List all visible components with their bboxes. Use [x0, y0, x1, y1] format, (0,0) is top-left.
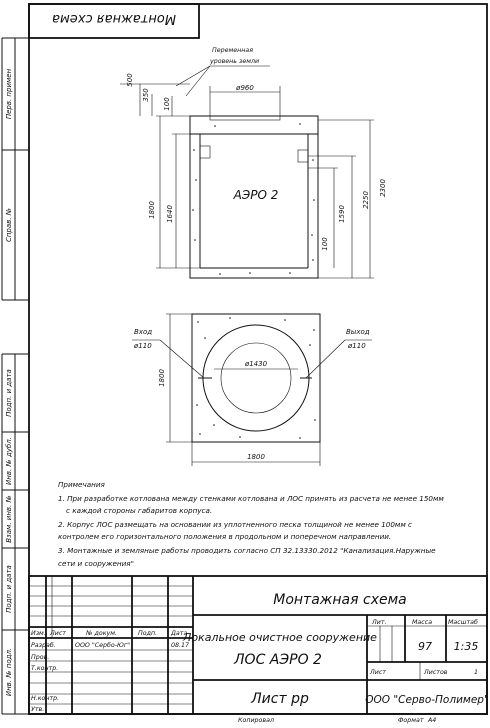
left-margin-strip — [2, 38, 29, 714]
outlet-label: Выход — [346, 328, 370, 336]
doc-title: Монтажная схема — [273, 592, 407, 608]
hdr-massa: Масса — [412, 619, 433, 626]
side-label-podp-data-2: Подп. и дата — [5, 565, 13, 613]
dim-350: 350 — [142, 88, 150, 102]
notes-title: Примечания — [58, 480, 105, 489]
note-line-2: с каждой стороны габаритов корпуса. — [66, 506, 213, 515]
dim-1800: 1800 — [148, 201, 156, 219]
dim-100-right: 100 — [321, 237, 329, 251]
dim-1640: 1640 — [166, 205, 174, 223]
notes — [58, 480, 444, 568]
list-label: Лист — [370, 669, 386, 676]
side-label-sprav-no: Справ. № — [5, 207, 13, 243]
side-label-inv-podl: Инв. № подл. — [5, 647, 13, 697]
note-line-3: 2. Корпус ЛОС размещать на основании из уплотненного песка толщиной не менее 100мм с — [58, 520, 413, 529]
inlet-label: Вход — [134, 328, 153, 336]
listov-label: Листов — [424, 669, 448, 676]
masshtab-value: 1:35 — [453, 640, 479, 653]
razrab-date: 08.17 — [171, 642, 190, 649]
footer-kopiroval: Копировал — [238, 717, 274, 724]
note-line-1: 1. При разработке котлована между стенками котлована и ЛОС принять из расчета не менее 150мм — [58, 494, 444, 503]
inlet-diameter: ø110 — [134, 342, 152, 350]
note-line-5: 3. Монтажные и земляные работы проводить согласно СП 32.13330.2012 "Канализация.Наружные — [58, 546, 436, 555]
plan-dim-left: 1800 — [158, 369, 166, 387]
side-label-inv-dubl: Инв. № дубл. — [5, 437, 13, 485]
diameter-top: ø960 — [236, 84, 254, 92]
company-name: ООО "Сервo-Полимер" — [365, 694, 489, 706]
col-podp: Подп. — [138, 630, 158, 637]
dim-100-top: 100 — [163, 97, 171, 111]
col-list: Лист — [50, 630, 66, 637]
title-block — [29, 576, 489, 714]
footer-format-label: Формат — [398, 717, 424, 724]
note-line-6: сети и сооружения" — [58, 559, 134, 568]
side-label-podp-data-1: Подп. и дата — [5, 369, 13, 417]
plan-concrete-dots — [196, 317, 316, 439]
outlet-diameter: ø110 — [348, 342, 366, 350]
dim-500: 500 — [126, 73, 134, 87]
col-izm: Изм. — [31, 630, 46, 637]
razrab-name: ООО "Сербо-Юг" — [75, 642, 131, 649]
mirrored-header — [29, 4, 199, 38]
section-view — [120, 47, 387, 278]
plan-dim-bottom: 1800 — [247, 453, 265, 461]
dim-1590: 1590 — [338, 205, 346, 223]
header-title-mirrored: Монтажная схема — [52, 11, 176, 26]
model-label: АЭРО 2 — [233, 188, 279, 202]
row-nkontr: Н.контр. — [31, 695, 60, 702]
footer-format-value: А4 — [428, 717, 437, 724]
product-line-1: Локальное очистное сооружение — [183, 631, 377, 644]
side-label-vzam-inv: Взам. инв. № — [5, 495, 13, 543]
ground-level-label-1: Переменная — [212, 47, 253, 54]
row-utv: Утв. — [31, 706, 45, 713]
sheet-frame — [29, 4, 487, 714]
product-line-2: ЛОС АЭРО 2 — [234, 652, 322, 668]
dim-2300: 2300 — [379, 179, 387, 197]
dim-2250: 2250 — [362, 191, 370, 209]
note-line-4: контролем его горизонтального положения в продольном и поперечном направлении. — [58, 532, 392, 541]
side-label-perv-primen: Перв. примен — [5, 68, 13, 120]
row-razrab: Разраб. — [31, 642, 56, 649]
row-prov: Пров. — [31, 654, 50, 661]
plan-view — [132, 314, 372, 466]
hdr-lit: Лит. — [372, 619, 387, 626]
col-dokum: № докум. — [86, 630, 118, 637]
massa-value: 97 — [418, 640, 432, 653]
row-tkontr: Т.контр. — [31, 665, 59, 672]
col-data: Дата — [171, 630, 188, 637]
hdr-masshtab: Масштаб — [448, 619, 478, 626]
sheet-name: Лист рр — [251, 691, 309, 707]
ground-level-label-2: уровень земли — [210, 58, 260, 65]
listov-value: 1 — [474, 669, 479, 676]
inner-diameter: ø1430 — [244, 360, 268, 368]
